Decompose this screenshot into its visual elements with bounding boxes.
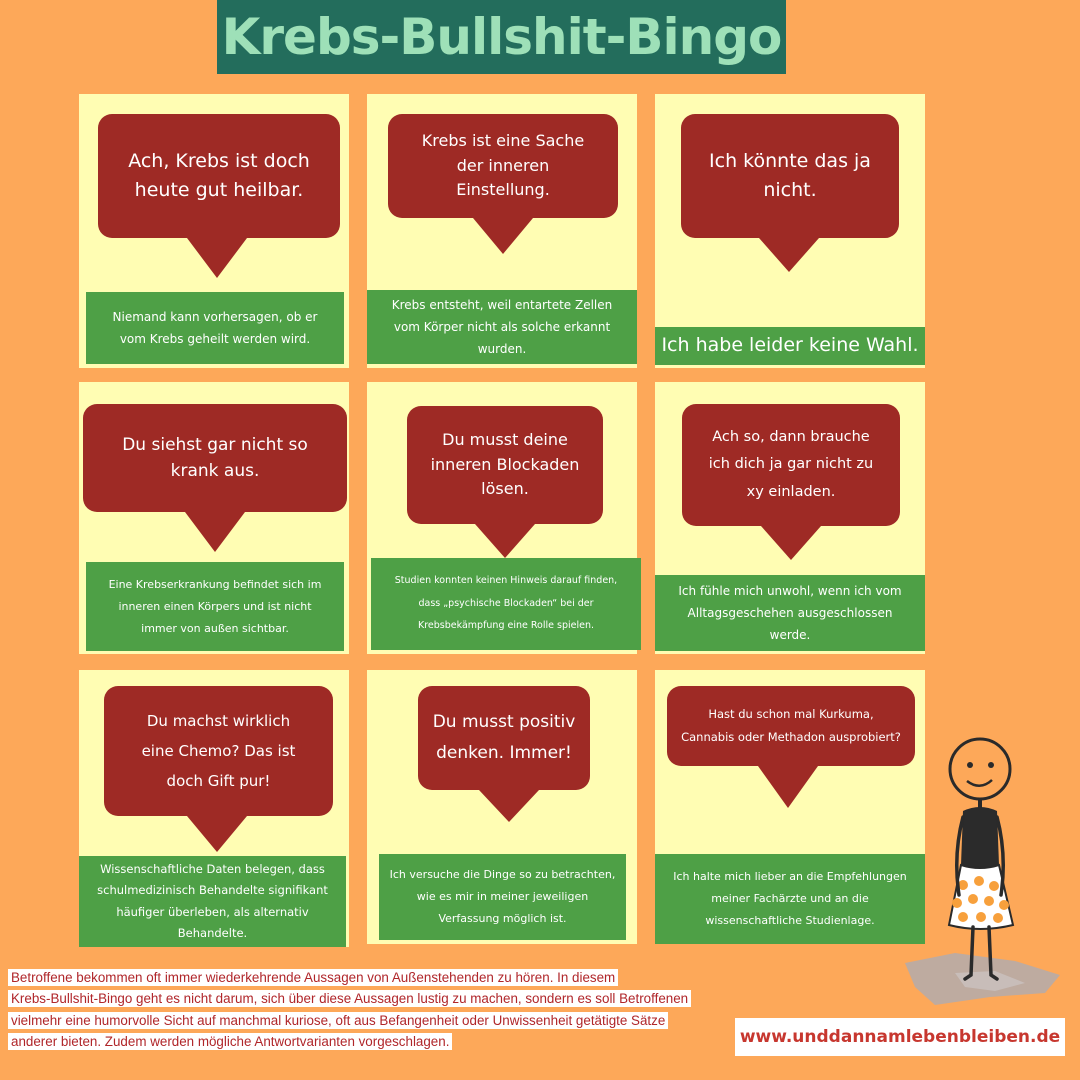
bingo-card bbox=[367, 94, 637, 368]
title-banner bbox=[217, 0, 786, 74]
speech-bubble: Ich könnte das ja nicht. bbox=[681, 114, 899, 238]
bingo-card bbox=[655, 94, 925, 368]
speech-bubble-tail bbox=[187, 238, 247, 278]
answer-box: Wissenschaftliche Daten belegen, dass schulmedizinisch Behandelte signifikant häufiger überleben, als alternativ Behandelte. bbox=[79, 856, 346, 947]
bingo-card bbox=[79, 94, 349, 368]
answer-box: Eine Krebserkrankung befindet sich im inneren einen Körpers und ist nicht immer von außen sichtbar. bbox=[86, 562, 344, 651]
figure-head bbox=[950, 739, 1010, 799]
speech-bubble-tail bbox=[758, 766, 818, 808]
speech-bubble: Du machst wirklich eine Chemo? Das ist doch Gift pur! bbox=[104, 686, 333, 816]
bingo-card bbox=[367, 382, 637, 654]
bingo-card bbox=[79, 670, 349, 947]
bingo-card bbox=[367, 670, 637, 944]
website-link[interactable]: www.unddannamlebenbleiben.de bbox=[735, 1018, 1065, 1056]
speech-bubble-tail bbox=[473, 218, 533, 254]
ground-shadow bbox=[905, 953, 1060, 1005]
answer-box: Ich halte mich lieber an die Empfehlungen meiner Fachärzte und an die wissenschaftliche Studienlage. bbox=[655, 854, 925, 944]
bingo-card bbox=[79, 382, 349, 654]
answer-box: Niemand kann vorhersagen, ob er vom Krebs geheilt werden wird. bbox=[86, 292, 344, 364]
description-line: anderer bieten. Zudem werden mögliche Antwortvarianten vorgeschlagen. bbox=[8, 1033, 452, 1050]
speech-bubble-tail bbox=[185, 512, 245, 552]
speech-bubble-tail bbox=[479, 790, 539, 822]
speech-bubble: Du musst deine inneren Blockaden lösen. bbox=[407, 406, 603, 524]
speech-bubble: Du siehst gar nicht so krank aus. bbox=[83, 404, 347, 512]
bingo-card bbox=[655, 670, 925, 944]
answer-box: Ich versuche die Dinge so zu betrachten, wie es mir in meiner jeweiligen Verfassung möglich ist. bbox=[379, 854, 626, 940]
answer-box: Ich habe leider keine Wahl. bbox=[655, 327, 925, 365]
speech-bubble: Du musst positiv denken. Immer! bbox=[418, 686, 590, 790]
speech-bubble: Ach, Krebs ist doch heute gut heilbar. bbox=[98, 114, 340, 238]
speech-bubble-tail bbox=[761, 526, 821, 560]
answer-box: Ich fühle mich unwohl, wenn ich vom Alltagsgeschehen ausgeschlossen werde. bbox=[655, 575, 925, 651]
description-line: vielmehr eine humorvolle Sicht auf manchmal kuriose, oft aus Befangenheit oder Unwissenheit getätigte Sätze bbox=[8, 1012, 668, 1029]
speech-bubble: Krebs ist eine Sache der inneren Einstellung. bbox=[388, 114, 618, 218]
answer-box: Studien konnten keinen Hinweis darauf finden, dass „psychische Blockaden“ bei der Krebsbekämpfung eine Rolle spielen. bbox=[371, 558, 641, 650]
speech-bubble-tail bbox=[475, 524, 535, 558]
speech-bubble-tail bbox=[187, 816, 247, 852]
speech-bubble: Hast du schon mal Kurkuma, Cannabis oder Methadon ausprobiert? bbox=[667, 686, 915, 766]
description-text bbox=[8, 967, 733, 1053]
description-line: Krebs-Bullshit-Bingo geht es nicht darum, sich über diese Aussagen lustig zu machen, sondern es soll Betroffenen bbox=[8, 990, 691, 1007]
description-line: Betroffene bekommen oft immer wiederkehrende Aussagen von Außenstehenden zu hören. In diesem bbox=[8, 969, 618, 986]
stick-figure-illustration bbox=[895, 735, 1075, 1010]
speech-bubble-tail bbox=[759, 238, 819, 272]
speech-bubble: Ach so, dann brauche ich dich ja gar nicht zu xy einladen. bbox=[682, 404, 900, 526]
page-title: Krebs-Bullshit-Bingo bbox=[221, 8, 782, 66]
bingo-card bbox=[655, 382, 925, 654]
answer-box: Krebs entsteht, weil entartete Zellen vom Körper nicht als solche erkannt wurden. bbox=[367, 290, 637, 364]
